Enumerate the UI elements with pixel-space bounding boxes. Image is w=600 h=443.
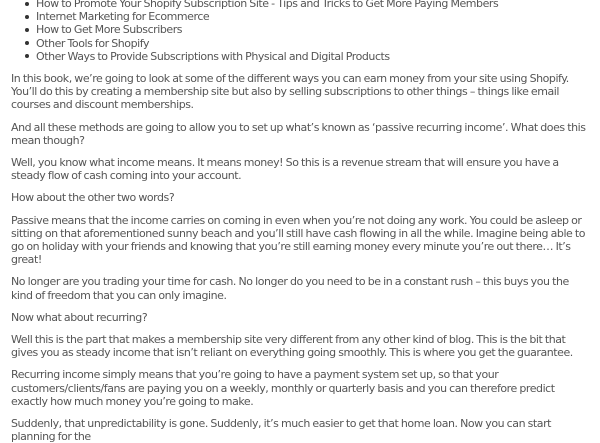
- list-item: [25, 23, 586, 36]
- list-item-text: Internet Marketing for Ecommerce: [36, 10, 210, 24]
- list-item-text: Other Ways to Provide Subscriptions with Physical and Digital Products: [36, 49, 390, 63]
- list-item-text: Other Tools for Shopify: [36, 36, 150, 50]
- bullet-icon: [25, 2, 29, 6]
- bullet-icon: [25, 28, 29, 32]
- paragraph: And all these methods are going to allow you to set up what’s known as ‘passive recurring income’. What does this mean though?: [11, 120, 586, 147]
- paragraph: Recurring income simply means that you’re going to have a payment system set up, so that your customers/clients/fans are paying you on a weekly, monthly or quarterly basis and you can therefore predict exactly how much money you’re going to make.: [11, 368, 555, 408]
- paragraph: How about the other two words?: [11, 191, 175, 205]
- paragraph: In this book, we’re going to look at some of the different ways you can earn money from your site using Shopify. You’ll do this by creating a membership site but also by selling subscriptions to other things – things like email courses and discount memberships.: [11, 72, 569, 112]
- paragraph: Well, you know what income means. It means money! So this is a revenue stream that will ensure you have a steady flow of cash coming into your account.: [11, 156, 559, 183]
- list-item: [25, 37, 586, 50]
- bullet-icon: [25, 41, 29, 45]
- chapter-list: [11, 0, 586, 63]
- bullet-icon: [25, 15, 29, 19]
- paragraph: Now what about recurring?: [11, 310, 148, 324]
- paragraph: Passive means that the income carries on coming in even when you’re not doing any work. You could be asleep or sitting on that aforementioned sunny beach and you’ll still have cash flowing in all the while. Imagine being able to go on holiday with your friends and knowing that you’re still earning money every minute you’re out there… It’s great!: [11, 213, 586, 267]
- list-item-text: How to Promote Your Shopify Subscription Site - Tips and Tricks to Get More Paying Members: [36, 0, 499, 10]
- list-item: [25, 0, 586, 10]
- list-item: [25, 10, 586, 23]
- list-item: [25, 50, 586, 63]
- paragraph: Suddenly, that unpredictability is gone. Suddenly, it’s much easier to get that home loan. Now you can start planning for the: [11, 417, 552, 443]
- paragraph: Well this is the part that makes a membership site very different from any other kind of blog. This is the bit that gives you as steady income that isn’t reliant on everything going smoothly. This is where you get the guarantee.: [11, 333, 573, 360]
- article-body: [11, 0, 586, 443]
- bullet-icon: [25, 54, 29, 58]
- paragraph: No longer are you trading your time for cash. No longer do you need to be in a constant rush – this buys you the kind of freedom that you can only imagine.: [11, 275, 569, 302]
- list-item-text: How to Get More Subscribers: [36, 23, 183, 37]
